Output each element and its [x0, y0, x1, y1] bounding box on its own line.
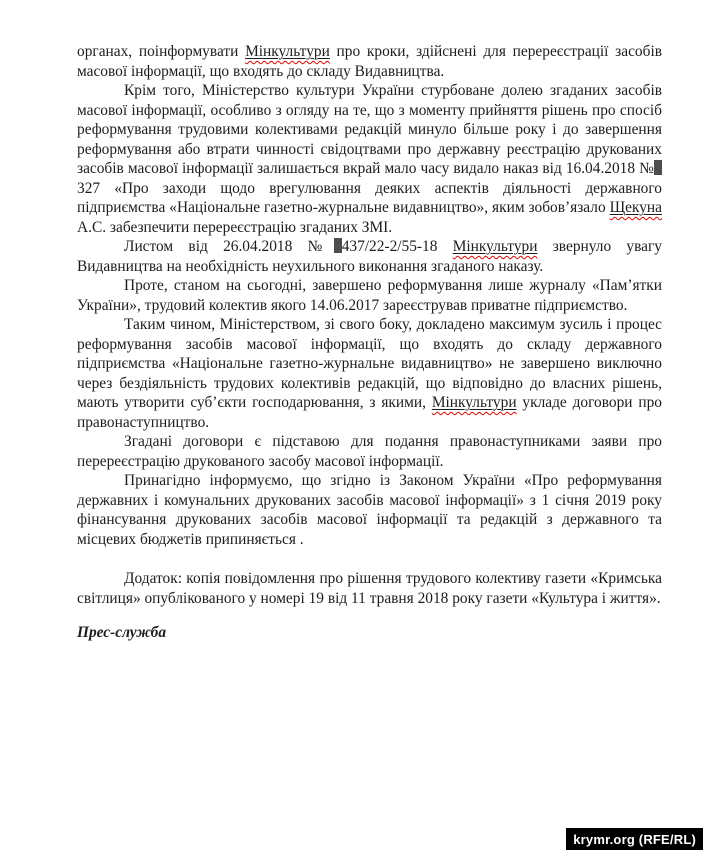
underlined-term — [453, 238, 538, 255]
signature-press-service: Прес-служба — [77, 624, 167, 641]
text-run: про кроки, здійснені для перереєстрації засобів масової інформації, що входять до складу Видавництва. — [77, 43, 662, 80]
text-run: Проте, станом на сьогодні, завершено реформування лише журналу «Пам’ятки України», трудовий колектив якого 14.06.2017 зареєстрував приватне підприємство. — [77, 277, 662, 314]
text-run: звернуло увагу Видавництва на необхідність неухильного виконання згаданого наказу. — [77, 238, 663, 275]
underlined-term — [610, 199, 662, 216]
redaction-mark — [334, 238, 342, 253]
watermark-badge: krymr.org (RFE/RL) — [566, 828, 703, 850]
paragraph-3 — [77, 237, 662, 276]
text-run: Таким чином, Міністерством, зі свого боку, докладено максимум зусиль і процес реформування засобів масової інформації, що входять до складу державного підприємства «Національне газетно-журнальне видавництво» не завершено виключно через бездіяльність трудових колективів редакцій, що відповідно до власних рішень, мають утворити суб’єкти господарювання, з якими, — [77, 316, 662, 411]
text-run: Принагідно інформуємо, що згідно із Законом України «Про реформування державних і комунальних друкованих засобів масової інформації» з 1 січня 2019 року фінансування друкованих засобів масової інформації та редакцій з державного та місцевих бюджетів припиняється . — [77, 472, 662, 548]
misspelled-word: Мінкультури — [431, 394, 517, 411]
text-run: Листом від 26.04.2018 № — [124, 238, 334, 255]
underlined-term — [245, 43, 330, 60]
misspelled-word: Мінкультури — [245, 43, 330, 60]
paragraph-7 — [77, 471, 662, 549]
text-run: А.С. забезпечити перереєстрацію згаданих ЗМІ. — [77, 218, 393, 236]
underlined-term — [432, 394, 517, 411]
misspelled-word: Мінкультури — [452, 238, 538, 255]
text-run: 437/22-2/55-18 — [341, 238, 453, 255]
text-run: Додаток: копія повідомлення про рішення трудового колективу газети «Кримська світлиця» опублікованого у номері 19 від 11 травня 2018 року газети «Культура і життя». — [77, 570, 662, 607]
text-run: Крім того, Міністерство культури України стурбоване долею згаданих засобів масової інформації, особливо з огляду на те, що з моменту прийняття рішень про спосіб реформування трудовими колективами редакцій минуло більше року і до завершення реформування або втрати чинності свідоцтвами про державну реєстрацію друкованих засобів масової інформації залишається вкрай мало часу видало наказ від 16.04.2018 № — [77, 82, 662, 177]
text-run: 327 «Про заходи щодо врегулювання деяких аспектів діяльності державного підприємства «Національне газетно-журнальне видавництво», яким зобов’язало — [77, 179, 662, 216]
paragraph-2 — [77, 81, 662, 237]
text-run: органах, поінформувати — [77, 43, 246, 60]
paragraph-1 — [77, 42, 662, 81]
redaction-mark — [654, 160, 662, 175]
misspelled-word: Щекуна — [609, 199, 662, 216]
letter-body — [77, 42, 662, 643]
paragraph-6 — [77, 432, 662, 471]
paragraph-attachment — [77, 569, 662, 608]
text-run: укладе договори про правонаступництво. — [77, 394, 662, 431]
text-run: Згадані договори є підставою для подання правонаступниками заяви про перереєстрацію друкованого засобу масової інформації. — [77, 433, 662, 470]
paragraph-5 — [77, 315, 662, 432]
paragraph-4 — [77, 276, 662, 315]
